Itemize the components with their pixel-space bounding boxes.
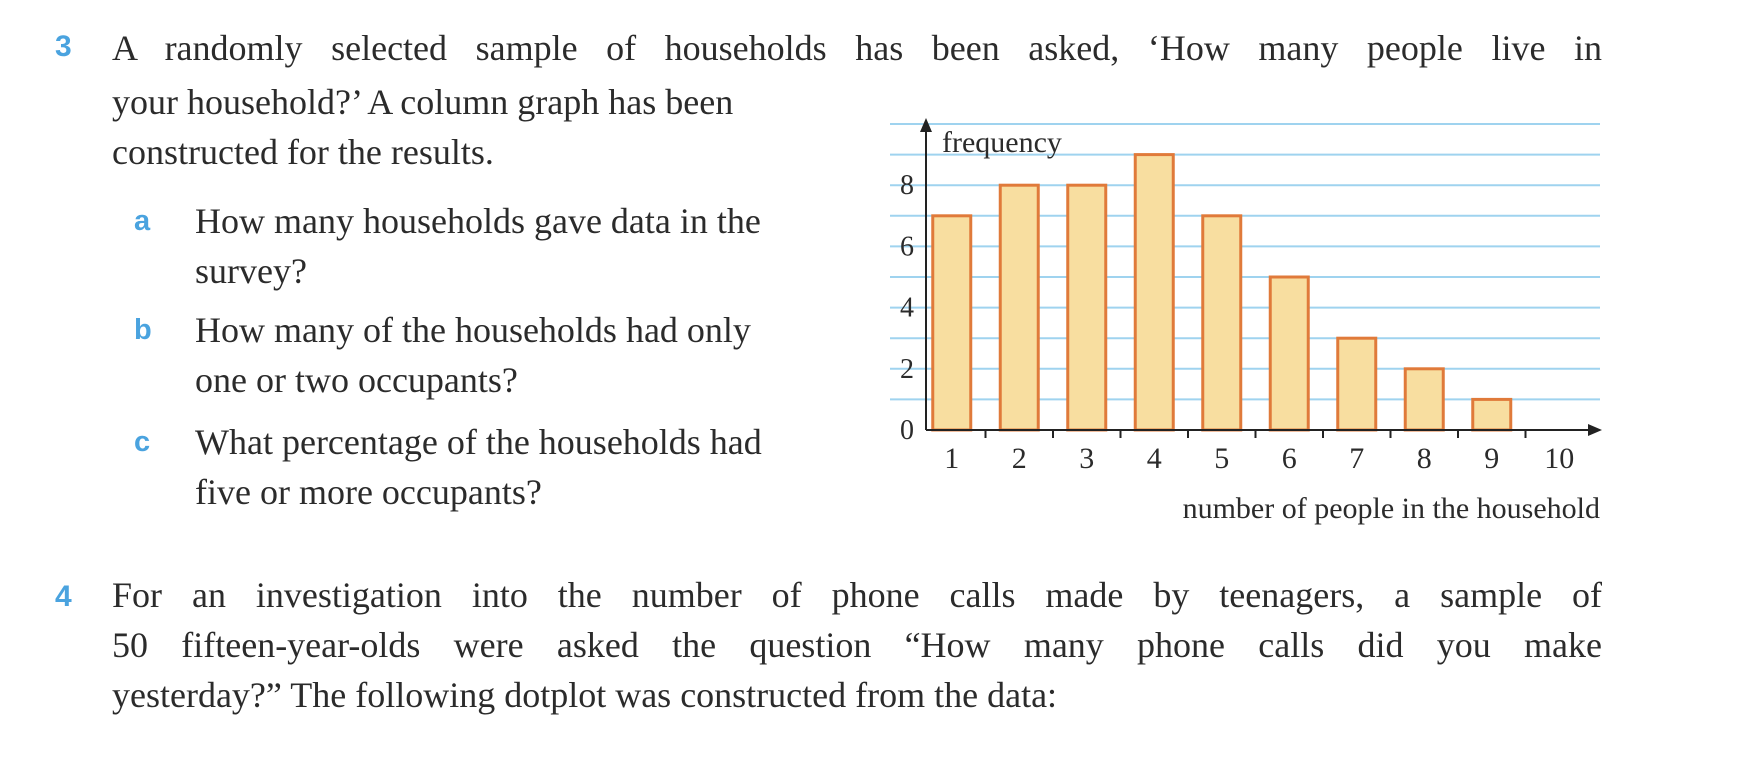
part-a-line-1: How many households gave data in the (195, 201, 761, 241)
bar (933, 216, 971, 430)
x-tick-label: 1 (944, 442, 960, 475)
question-3-line-1: A randomly selected sample of households has been asked, ‘How many people live in (112, 28, 1602, 68)
bar (1068, 185, 1106, 430)
x-tick-label: 7 (1349, 442, 1365, 475)
x-axis-arrow (1588, 424, 1602, 436)
bar (1135, 155, 1173, 430)
part-b-label: b (134, 314, 152, 346)
part-b-line-1: How many of the households had only (195, 310, 751, 350)
bar (1473, 399, 1511, 430)
x-tick-label: 10 (1544, 442, 1575, 475)
y-tick-label: 6 (900, 231, 914, 263)
grid-lines (890, 124, 1600, 399)
x-tick-label: 5 (1214, 442, 1230, 475)
y-tick-labels (900, 170, 914, 446)
y-axis-label: frequency (942, 126, 1062, 159)
part-b-line-2: one or two occupants? (195, 360, 518, 400)
x-axis-label: number of people in the household (1182, 492, 1600, 525)
question-4-line-1: For an investigation into the number of phone calls made by teenagers, a sample of (112, 575, 1602, 615)
bar (1203, 216, 1241, 430)
part-a-line-2: survey? (195, 251, 307, 291)
x-tick-label: 3 (1079, 442, 1095, 475)
bar (1000, 185, 1038, 430)
x-tick-label: 6 (1281, 442, 1297, 475)
x-tick-label: 9 (1484, 442, 1500, 475)
x-tick-labels (944, 430, 1574, 475)
bar (1270, 277, 1308, 430)
question-4-number: 4 (55, 580, 72, 613)
part-c-line-2: five or more occupants? (195, 472, 542, 512)
question-3-number: 3 (55, 30, 72, 63)
question-4-line-2: 50 fifteen-year-olds were asked the question “How many phone calls did you make (112, 625, 1602, 665)
bar (1405, 369, 1443, 430)
y-tick-label: 8 (900, 170, 914, 202)
x-tick-label: 4 (1146, 442, 1162, 475)
y-tick-label: 2 (900, 353, 914, 385)
bars (933, 155, 1511, 430)
part-c-label: c (134, 426, 151, 458)
part-c-line-1: What percentage of the households had (195, 422, 762, 462)
y-tick-label: 4 (900, 292, 914, 324)
part-a-label: a (134, 205, 151, 237)
question-3-line-2: your household?’ A column graph has been (112, 82, 734, 122)
x-tick-label: 2 (1011, 442, 1027, 475)
question-4-line-3: yesterday?” The following dotplot was constructed from the data: (112, 675, 1058, 715)
household-column-graph (880, 118, 1620, 538)
x-tick-label: 8 (1416, 442, 1432, 475)
bar (1338, 338, 1376, 430)
y-tick-label: 0 (900, 415, 914, 446)
question-3-line-3: constructed for the results. (112, 132, 494, 172)
